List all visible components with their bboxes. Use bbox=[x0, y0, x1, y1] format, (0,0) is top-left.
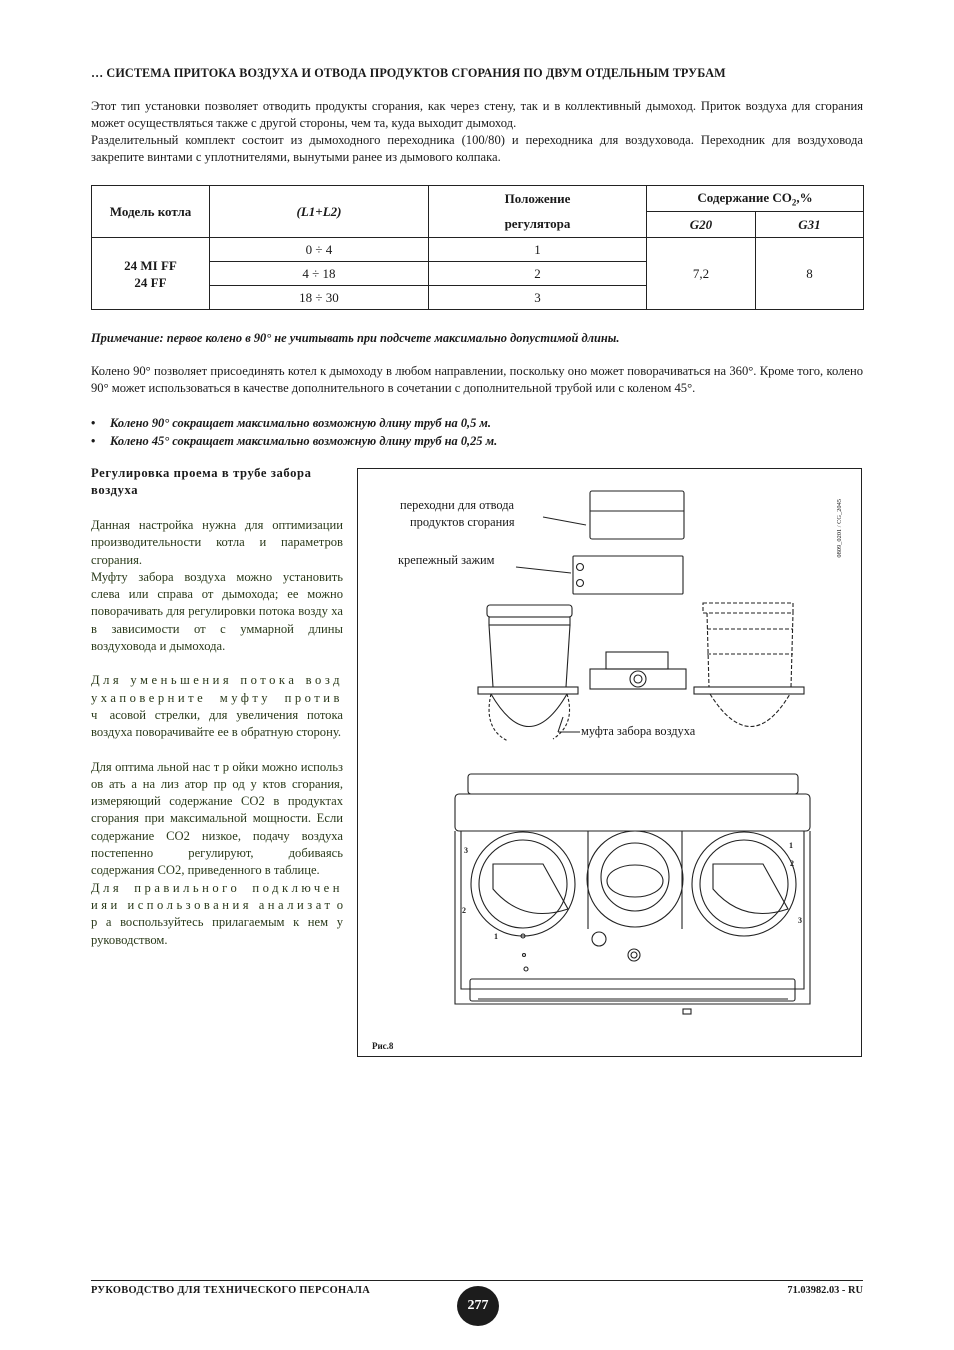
adapters-label-2: продуктов сгорания bbox=[410, 515, 515, 529]
adapters-label-1: переходни для отвода bbox=[400, 498, 515, 512]
position-cell: 1 bbox=[429, 238, 647, 262]
settings-table bbox=[91, 185, 864, 310]
table-row bbox=[92, 238, 864, 262]
elbow-text: Колено 90° позволяет присоединять котел к дымоходу в любом направлении, поскольку оно может поворачиваться на 360°. Кроме того, колено 90° может использоваться в качестве дополнительного в сочетании с дополнительной трубой или с коленом 45°. bbox=[91, 364, 863, 395]
side-title: Регулировка проема в трубе забора воздуха bbox=[91, 466, 312, 498]
side-paragraph-2: Муфту забора воздуха можно установить слева или справа от дымохода; ее можно поворачивать для регулировки потока возду ха в зависимости от с уммарной длины воздуховода и дымохода. bbox=[91, 569, 343, 654]
header-position-2: регулятора bbox=[429, 212, 647, 238]
length-cell: 0 ÷ 4 bbox=[210, 238, 429, 262]
mark-left-1: 1 bbox=[494, 932, 498, 941]
mark-right-1: 1 bbox=[789, 841, 793, 850]
header-position-1: Положение bbox=[429, 186, 647, 212]
length-cell: 4 ÷ 18 bbox=[210, 262, 429, 286]
side-text bbox=[91, 517, 343, 949]
footer-divider bbox=[91, 1280, 863, 1281]
sleeve-label: муфта забора воздуха bbox=[581, 724, 696, 738]
model-cell: 24 MI FF 24 FF bbox=[92, 238, 210, 310]
side-paragraph-5: Для правильного подключен ияи использования анализат о р а воспользуйтесь прилагаемым к нем у руководством. bbox=[91, 880, 343, 947]
header-co2: Содержание $CO_2,\%$ bbox=[647, 186, 864, 212]
footer-title: РУКОВОДСТВО ДЛЯ ТЕХНИЧЕСКОГО ПЕРСОНАЛА bbox=[91, 1285, 371, 1296]
list-item: • Колено 90° сокращает максимально возможную длину труб на 0,5 м. bbox=[91, 416, 491, 430]
figure-caption: Рис.8 bbox=[372, 1041, 394, 1051]
length-cell: 18 ÷ 30 bbox=[210, 286, 429, 310]
side-paragraph-1: Данная настройка нужна для оптимизации производительности котла и параметров сгорания. bbox=[91, 518, 343, 567]
mark-right-3: 3 bbox=[798, 916, 802, 925]
position-cell: 3 bbox=[429, 286, 647, 310]
mark-right-2: 2 bbox=[790, 859, 794, 868]
header-length: (L1+L2) bbox=[210, 186, 429, 238]
header-model: Модель котла bbox=[92, 186, 210, 238]
list-item: • Колено 45° сокращает максимально возможную длину труб на 0,25 м. bbox=[91, 434, 498, 448]
clamp-label: крепежный зажим bbox=[398, 553, 495, 567]
header-g31: G31 bbox=[756, 212, 864, 238]
intro-text bbox=[91, 98, 863, 166]
note-text: Примечание: первое колено в 90° не учитывать при подсчете максимально допустимой длины. bbox=[91, 331, 620, 345]
header-g20: G20 bbox=[647, 212, 756, 238]
bullet-list bbox=[91, 414, 863, 450]
mark-left-3: 3 bbox=[464, 846, 468, 855]
side-paragraph-3: Для уменьшения потока возд ухаповерните муфту против ч асовой стрелки, для увеличения потока воздуха поворачивайте ее в обратную сторону. bbox=[91, 673, 343, 740]
figure-8 bbox=[357, 468, 862, 1057]
intro-paragraph-1: Этот тип установки позволяет отводить продукты сгорания, как через стену, так и в коллективный дымоход. Приток воздуха для сгорания может осуществляться также с другой стороны, чем та, куда выходит дымоход. bbox=[91, 99, 863, 130]
g31-value: 8 bbox=[756, 238, 864, 310]
figure-code: 0809_0201 / CG_2045 bbox=[836, 499, 843, 558]
intro-paragraph-2: Разделительный комплект состоит из дымоходного переходника (100/80) и переходника для воздуховода. Переходник для воздуховода закрепите винтами с уплотнителями, вынутыми ранее из дымового колпака. bbox=[91, 133, 863, 164]
page-number: 277 bbox=[457, 1286, 499, 1326]
mark-left-2: 2 bbox=[462, 906, 466, 915]
document-code: 71.03982.03 - RU bbox=[787, 1285, 863, 1296]
position-cell: 2 bbox=[429, 262, 647, 286]
g20-value: 7,2 bbox=[647, 238, 756, 310]
section-heading: … СИСТЕМА ПРИТОКА ВОЗДУХА И ОТВОДА ПРОДУКТОВ СГОРАНИЯ ПО ДВУМ ОТДЕЛЬНЫМ ТРУБАМ bbox=[91, 66, 726, 80]
side-paragraph-4: Для оптима льной нас т р ойки можно использ ов ать а на лиз атор пр од у ктов сгорания, измеряющий содержание CO2 в продуктах сгорания при максимальной мощности. Если содержание CO2 низкое, подачу воздуха постепенно регулируют, добиваясь содержания CO2, приведенного в таблице. bbox=[91, 759, 343, 878]
